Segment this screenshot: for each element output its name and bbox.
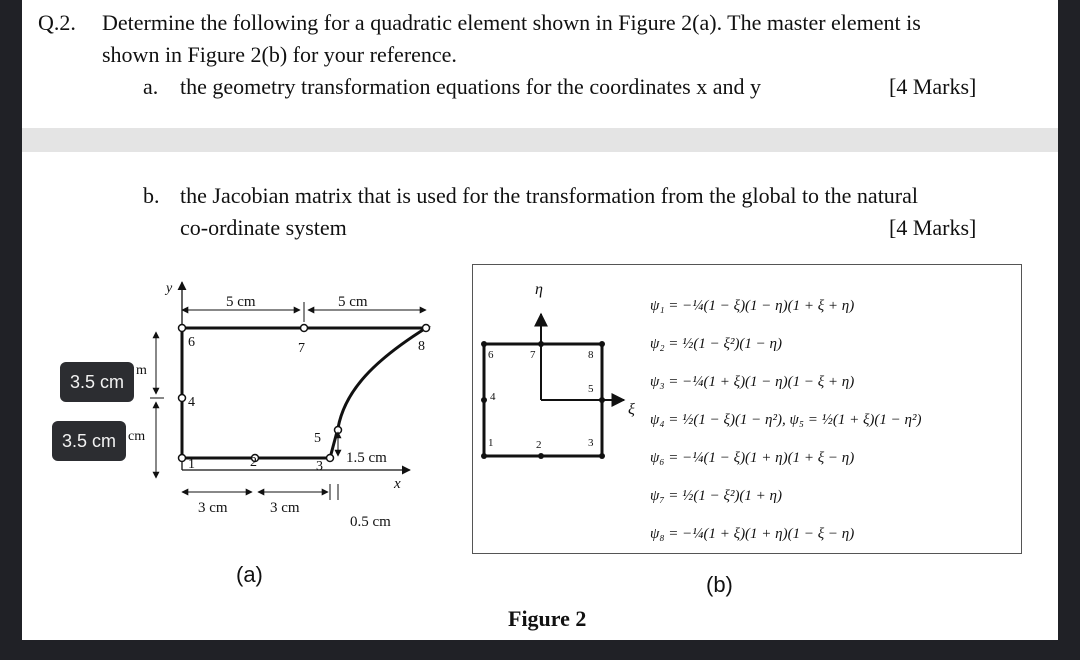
b-node-2: 2: [536, 439, 542, 451]
figure-b-caption: (b): [706, 572, 733, 597]
dim-left-fragment-cm: cm: [128, 429, 146, 444]
part-a-marks: [4 Marks]: [889, 74, 977, 99]
y-axis-label: y: [166, 281, 173, 296]
dim-top-right: 5 cm: [338, 294, 368, 310]
part-b-text-line-1: the Jacobian matrix that is used for the transformation from the global to the natural: [180, 183, 919, 208]
part-b-marks: [4 Marks]: [889, 215, 977, 240]
dim-height-right: 1.5 cm: [346, 450, 387, 466]
node-7-label: 7: [298, 341, 305, 356]
b-node-4: 4: [490, 391, 496, 403]
node-5-label: 5: [314, 431, 321, 446]
b-node-5: 5: [588, 383, 594, 395]
eq-psi-3: ψ₃ = −¼(1 + ξ)(1 − η)(1 − ξ + η): [650, 374, 855, 390]
b-node-6: 6: [488, 349, 494, 361]
x-axis-label: x: [394, 476, 401, 492]
part-a-label: a.: [143, 74, 159, 99]
b-node-7: 7: [530, 349, 536, 361]
question-number: Q.2.: [38, 10, 76, 35]
b-node-8: 8: [588, 349, 594, 361]
eq-psi-8: ψ₈ = −¼(1 + ξ)(1 + η)(1 − ξ − η): [650, 526, 855, 542]
eta-label: η: [535, 281, 543, 298]
node-6-label: 6: [188, 335, 195, 350]
b-node-3: 3: [588, 437, 594, 449]
dim-bottom-left: 3 cm: [198, 500, 228, 516]
part-b-label: b.: [143, 183, 160, 208]
figure-a-caption: (a): [236, 562, 263, 587]
measurement-badge-1: 3.5 cm: [60, 362, 134, 402]
eq-psi-7: ψ₇ = ½(1 − ξ²)(1 + η): [650, 488, 782, 504]
question-line-2: shown in Figure 2(b) for your reference.: [102, 42, 457, 67]
dim-top-left: 5 cm: [226, 294, 256, 310]
figure-title: Figure 2: [508, 606, 587, 631]
eq-psi-2: ψ₂ = ½(1 − ξ²)(1 − η): [650, 336, 782, 352]
dim-bottom-right: 3 cm: [270, 500, 300, 516]
measurement-badge-2: 3.5 cm: [52, 421, 126, 461]
question-line-1: Determine the following for a quadratic element shown in Figure 2(a). The master element is: [102, 10, 921, 35]
eq-psi-6: ψ₆ = −¼(1 − ξ)(1 + η)(1 + ξ − η): [650, 450, 855, 466]
node-3-label: 3: [316, 459, 323, 474]
node-8-label: 8: [418, 339, 425, 354]
part-b-text-line-2: co-ordinate system: [180, 215, 347, 240]
dim-offset: 0.5 cm: [350, 514, 391, 530]
dim-left-fragment-m: m: [136, 363, 147, 378]
node-2-label: 2: [250, 455, 257, 470]
eq-psi-4-5: ψ₄ = ½(1 − ξ)(1 − η²), ψ₅ = ½(1 + ξ)(1 − η²): [650, 412, 922, 428]
xi-label: ξ: [628, 401, 635, 418]
eq-psi-1: ψ₁ = −¼(1 − ξ)(1 − η)(1 + ξ + η): [650, 298, 855, 314]
node-4-label: 4: [188, 395, 195, 410]
node-1-label: 1: [188, 457, 195, 472]
b-node-1: 1: [488, 437, 494, 449]
part-a-text: the geometry transformation equations for the coordinates x and y: [180, 74, 761, 99]
